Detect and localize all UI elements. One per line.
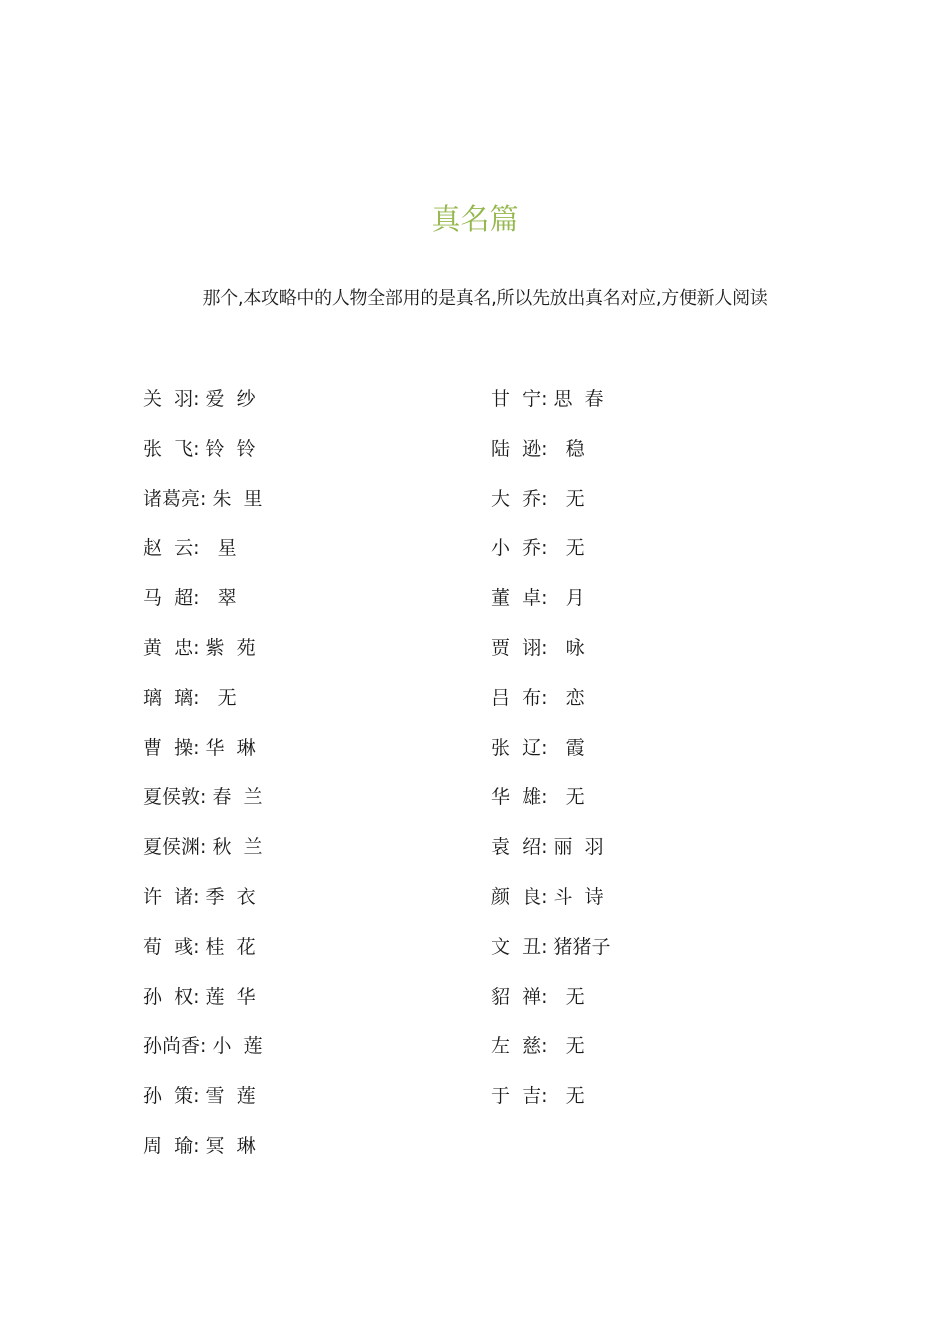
name-entry: 荀 彧: 桂 花 [143, 935, 256, 958]
name-entry: 马 超: 翠 [143, 587, 237, 610]
name-entry: 夏侯渊: 秋 兰 [143, 836, 263, 859]
intro-paragraph: 那个,本攻略中的人物全部用的是真名,所以先放出真名对应,方便新人阅读 [202, 288, 768, 309]
name-entry: 诸葛亮: 朱 里 [143, 487, 263, 510]
name-entry: 大 乔: 无 [491, 487, 585, 510]
name-entry: 孙 策: 雪 莲 [143, 1085, 256, 1108]
name-list-right [491, 384, 791, 1131]
name-entry: 曹 操: 华 琳 [143, 736, 256, 759]
name-entry: 颜 良: 斗 诗 [491, 885, 604, 908]
name-entry: 贾 诩: 咏 [491, 636, 585, 659]
name-entry: 周 瑜: 冥 琳 [143, 1134, 256, 1157]
name-entry: 甘 宁: 思 春 [491, 388, 604, 410]
name-entry: 孙尚香: 小 莲 [143, 1035, 263, 1058]
name-entry: 陆 逊: 稳 [491, 437, 585, 460]
name-entry: 华 雄: 无 [491, 786, 585, 809]
name-entry: 夏侯敦: 春 兰 [143, 786, 263, 809]
name-entry: 小 乔: 无 [491, 537, 585, 560]
name-entry: 关 羽: 爱 纱 [143, 388, 256, 410]
name-entry: 吕 布: 恋 [491, 686, 585, 709]
name-entry: 文 丑: 猪猪子 [491, 935, 611, 958]
name-entry: 璃 璃: 无 [143, 686, 237, 709]
name-entry: 于 吉: 无 [491, 1085, 585, 1108]
name-entry: 孙 权: 莲 华 [143, 985, 256, 1008]
name-entry: 黄 忠: 紫 苑 [143, 636, 256, 659]
name-entry: 张 辽: 霞 [491, 736, 585, 759]
name-entry: 左 慈: 无 [491, 1035, 585, 1058]
name-entry: 许 诸: 季 衣 [143, 885, 256, 908]
page-title: 真名篇 [431, 202, 519, 237]
name-entry: 张 飞: 铃 铃 [143, 437, 256, 460]
name-entry: 董 卓: 月 [491, 587, 585, 610]
name-entry: 袁 绍: 丽 羽 [491, 836, 604, 859]
name-entry: 赵 云: 星 [143, 537, 237, 560]
name-list-left [143, 384, 443, 1181]
name-entry: 貂 禅: 无 [491, 985, 585, 1008]
